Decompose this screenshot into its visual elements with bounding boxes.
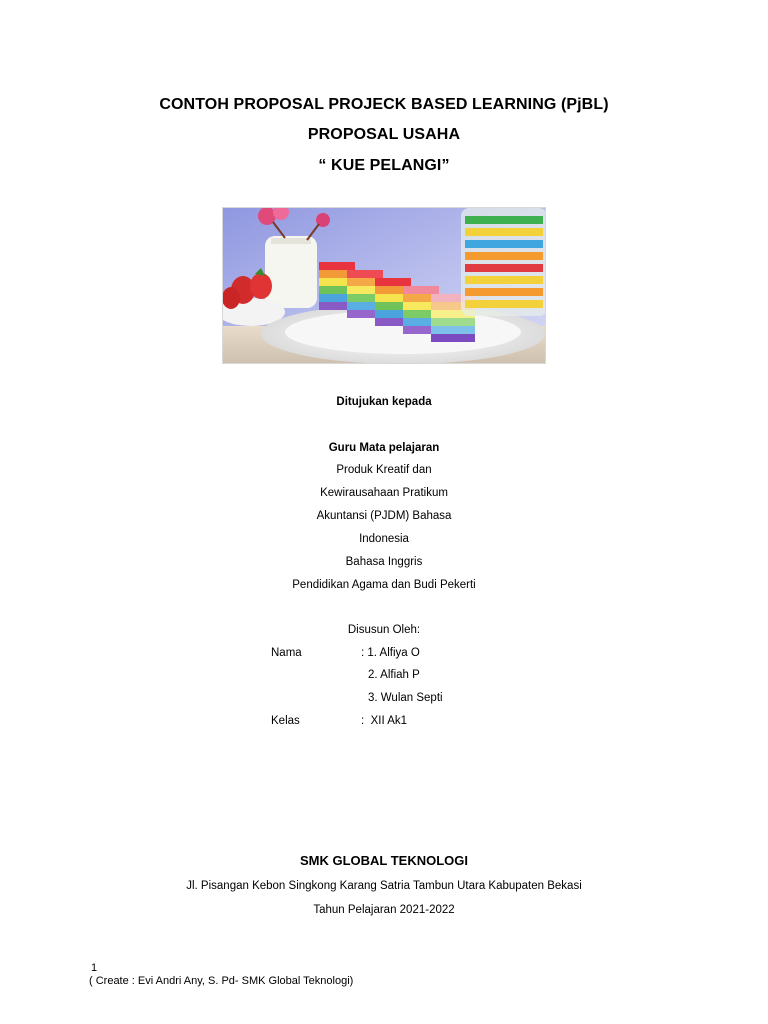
class-label: Kelas <box>271 715 300 727</box>
subject-line: Indonesia <box>359 533 409 545</box>
rainbow-cake-photo-icon <box>222 207 546 364</box>
subject-line: Kewirausahaan Pratikum <box>320 487 448 499</box>
title-line-2: PROPOSAL USAHA <box>307 126 461 143</box>
authors-heading: Disusun Oleh: <box>347 624 421 636</box>
author-name: : 1. Alfiya O <box>361 647 420 659</box>
teacher-heading: Guru Mata pelajaran <box>328 442 440 454</box>
subject-line: Produk Kreatif dan <box>336 464 432 476</box>
title-line-1: CONTOH PROPOSAL PROJECK BASED LEARNING (PjBL) <box>159 96 609 113</box>
subject-line: Bahasa Inggris <box>345 556 423 568</box>
class-value: : XII Ak1 <box>361 715 408 727</box>
school-name: SMK GLOBAL TEKNOLOGI <box>299 853 469 868</box>
academic-year: Tahun Pelajaran 2021-2022 <box>313 904 455 916</box>
footer-credit: ( Create : Evi Andri Any, S. Pd- SMK Global Teknologi) <box>89 975 354 987</box>
name-label: Nama <box>271 647 302 659</box>
addressed-heading: Ditujukan kepada <box>336 396 432 408</box>
title-line-3: “ KUE PELANGI” <box>318 157 450 174</box>
page-number: 1 <box>91 962 98 974</box>
subject-line: Pendidikan Agama dan Budi Pekerti <box>292 579 476 591</box>
school-address: Jl. Pisangan Kebon Singkong Karang Satria Tambun Utara Kabupaten Bekasi <box>186 880 582 892</box>
author-name: 2. Alfiah P <box>368 669 420 681</box>
subject-line: Akuntansi (PJDM) Bahasa <box>316 510 452 522</box>
author-name: 3. Wulan Septi <box>368 692 443 704</box>
